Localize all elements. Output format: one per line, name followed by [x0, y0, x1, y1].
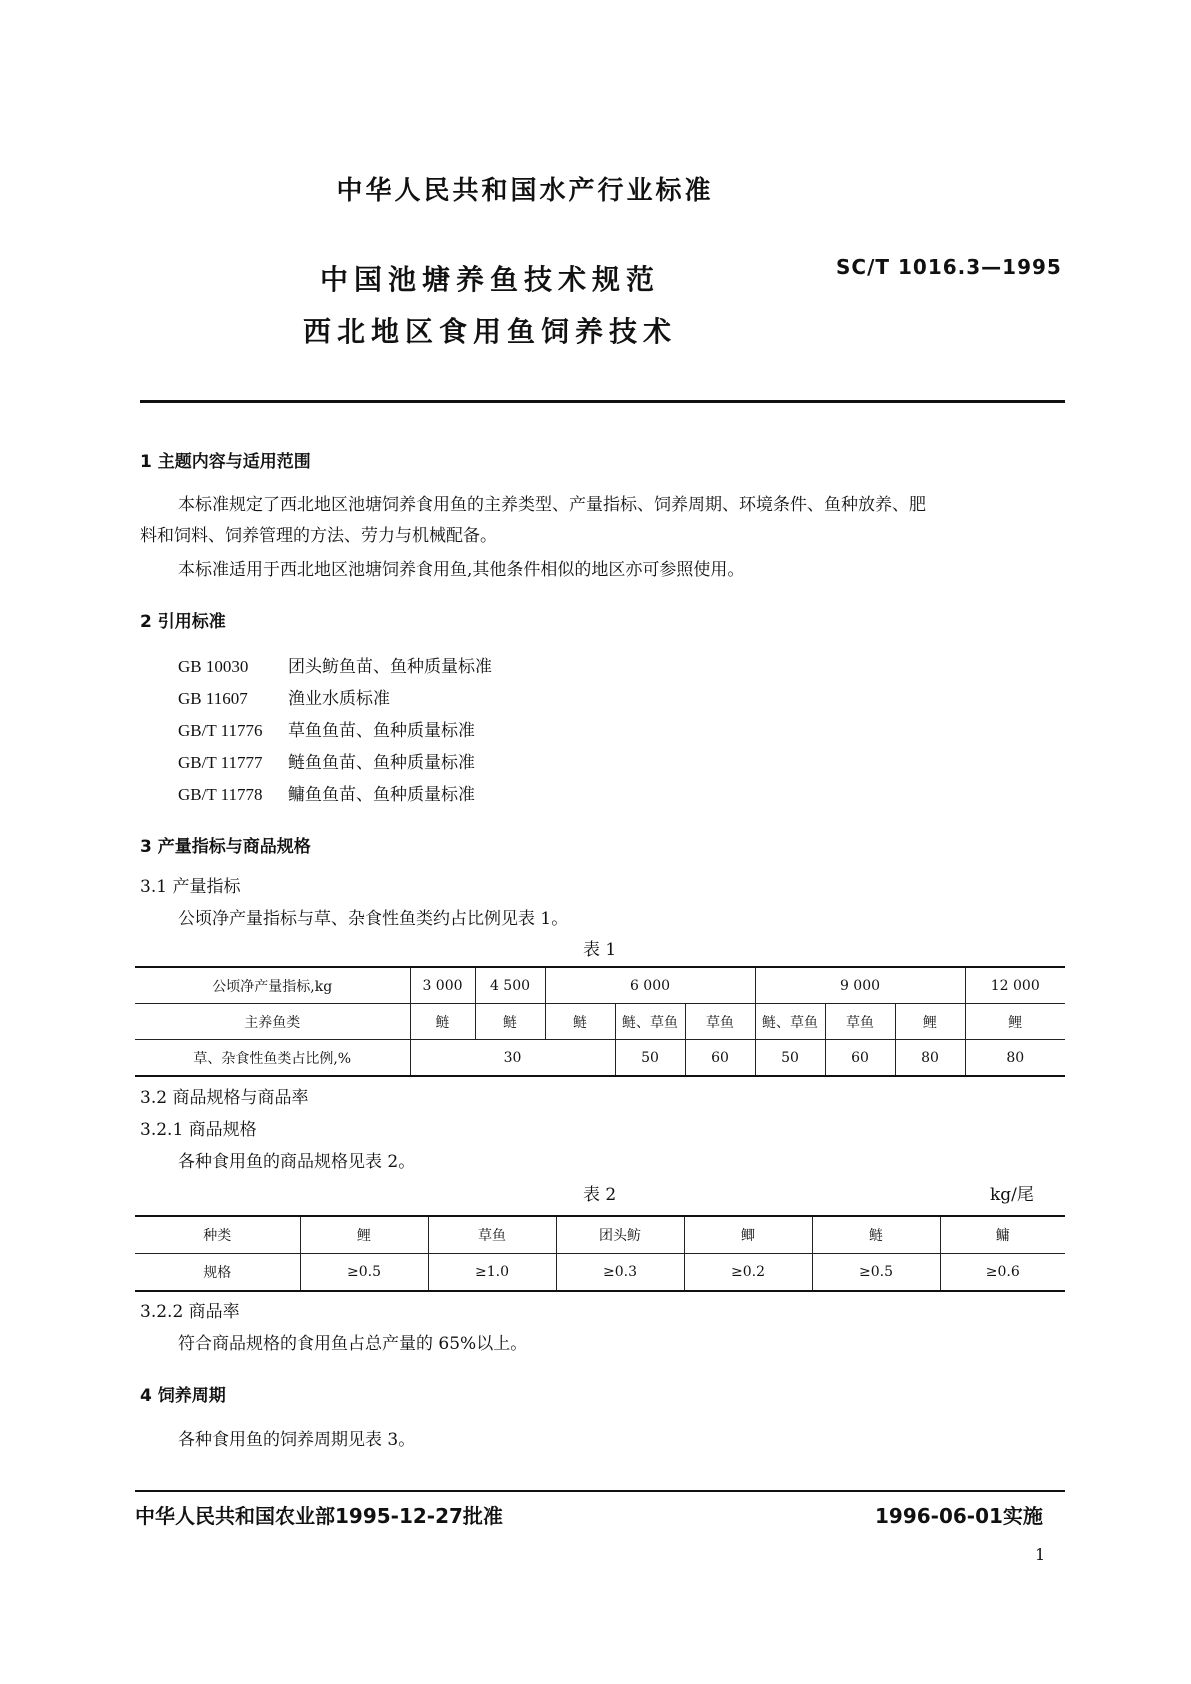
table-cell: 鲢、草鱼 [615, 1004, 685, 1040]
table-cell: 鳙 [940, 1216, 1065, 1254]
reference-name: 草鱼鱼苗、鱼种质量标准 [288, 721, 475, 741]
table-cell: 规格 [203, 1265, 232, 1281]
table-cell: ≥0.6 [940, 1254, 1065, 1292]
table-cell: 草鱼 [428, 1216, 556, 1254]
reference-name: 团头鲂鱼苗、鱼种质量标准 [288, 657, 492, 677]
industry-standard-heading: 中华人民共和国水产行业标准 [336, 176, 714, 206]
top-divider [140, 400, 1065, 403]
reference-item [178, 652, 492, 677]
section4-text: 各种食用鱼的饲养周期见表 3。 [178, 1430, 416, 1450]
reference-code: GB 10030 [178, 657, 249, 676]
table-cell: 9 000 [755, 967, 965, 1004]
table-cell: 公顷净产量指标,kg [212, 978, 333, 995]
reference-item [178, 780, 475, 805]
section1-paragraph1-line2: 料和饲料、饲养管理的方法、劳力与机械配备。 [140, 526, 497, 546]
table-row [135, 967, 1065, 1004]
standard-number: SC/T 1016.3—1995 [836, 255, 1062, 279]
table-cell: 鲢 [475, 1004, 545, 1040]
reference-name: 鲢鱼鱼苗、鱼种质量标准 [288, 753, 475, 773]
section3-1-heading: 3.1 产量指标 [140, 877, 241, 897]
section1-paragraph2: 本标准适用于西北地区池塘饲养食用鱼,其他条件相似的地区亦可参照使用。 [178, 560, 745, 580]
table-cell: 50 [755, 1040, 825, 1077]
document-title-line2: 西北地区食用鱼饲养技术 [302, 315, 677, 348]
reference-name: 鳙鱼鱼苗、鱼种质量标准 [288, 785, 475, 805]
reference-code: GB/T 11776 [178, 721, 263, 740]
table-cell: 草、杂食性鱼类占比例,% [193, 1050, 352, 1067]
table-cell: 鲤 [895, 1004, 965, 1040]
table-cell: 团头鲂 [556, 1216, 684, 1254]
reference-code: GB/T 11778 [178, 785, 263, 804]
section3-2-heading: 3.2 商品规格与商品率 [140, 1088, 309, 1108]
table-cell: ≥0.3 [556, 1254, 684, 1292]
table-cell: 鲤 [300, 1216, 428, 1254]
section3-heading: 3 产量指标与商品规格 [140, 837, 311, 857]
table-cell: 鲫 [684, 1216, 812, 1254]
table-row [135, 1040, 1065, 1077]
table-row [135, 1254, 1065, 1292]
reference-item [178, 716, 475, 741]
table1 [135, 966, 1065, 1077]
page-number: 1 [1035, 1545, 1046, 1564]
table-cell: 4 500 [475, 967, 545, 1004]
section1-paragraph1-line1: 本标准规定了西北地区池塘饲养食用鱼的主养类型、产量指标、饲养周期、环境条件、鱼种放养、肥 [178, 495, 926, 515]
section3-1-text: 公顷净产量指标与草、杂食性鱼类约占比例见表 1。 [178, 909, 569, 929]
table-cell: 60 [825, 1040, 895, 1077]
reference-name: 渔业水质标准 [288, 689, 390, 709]
table-cell: 鲢 [545, 1004, 615, 1040]
effective-date: 1996-06-01实施 [875, 1504, 1043, 1528]
section3-2-1-heading: 3.2.1 商品规格 [140, 1120, 257, 1140]
table-cell: 12 000 [965, 967, 1065, 1004]
section2-heading: 2 引用标准 [140, 612, 226, 632]
table-cell: 鲢 [410, 1004, 475, 1040]
table-cell: ≥1.0 [428, 1254, 556, 1292]
table-row [135, 1216, 1065, 1254]
table-cell: ≥0.2 [684, 1254, 812, 1292]
table-cell: 60 [685, 1040, 755, 1077]
table2 [135, 1215, 1065, 1292]
table-cell: 80 [965, 1040, 1065, 1077]
table2-unit: kg/尾 [990, 1185, 1034, 1205]
table-cell: 鲢 [812, 1216, 940, 1254]
section3-2-1-text: 各种食用鱼的商品规格见表 2。 [178, 1152, 416, 1172]
section3-2-2-text: 符合商品规格的食用鱼占总产量的 65%以上。 [178, 1334, 528, 1354]
table-cell: ≥0.5 [812, 1254, 940, 1292]
reference-code: GB/T 11777 [178, 753, 263, 772]
approval-line: 中华人民共和国农业部1995-12-27批准 [135, 1504, 503, 1528]
reference-item [178, 748, 475, 773]
table-cell: 3 000 [410, 967, 475, 1004]
table-cell: 草鱼 [825, 1004, 895, 1040]
table-cell: 草鱼 [685, 1004, 755, 1040]
table-cell: 鲤 [965, 1004, 1065, 1040]
section1-heading: 1 主题内容与适用范围 [140, 452, 311, 472]
table-cell: ≥0.5 [300, 1254, 428, 1292]
bottom-divider [135, 1490, 1065, 1492]
section3-2-2-heading: 3.2.2 商品率 [140, 1302, 240, 1322]
table2-caption: 表 2 [583, 1185, 617, 1205]
document-title-line1: 中国池塘养鱼技术规范 [319, 263, 660, 296]
table-cell: 主养鱼类 [244, 1014, 301, 1031]
reference-item [178, 684, 390, 709]
table1-caption: 表 1 [583, 940, 617, 960]
section4-heading: 4 饲养周期 [140, 1386, 226, 1406]
table-row [135, 1004, 1065, 1040]
reference-code: GB 11607 [178, 689, 248, 708]
table-cell: 鲢、草鱼 [755, 1004, 825, 1040]
table-cell: 种类 [203, 1228, 232, 1244]
table-cell: 6 000 [545, 967, 755, 1004]
table-cell: 80 [895, 1040, 965, 1077]
table-cell: 50 [615, 1040, 685, 1077]
table-cell: 30 [410, 1040, 615, 1077]
